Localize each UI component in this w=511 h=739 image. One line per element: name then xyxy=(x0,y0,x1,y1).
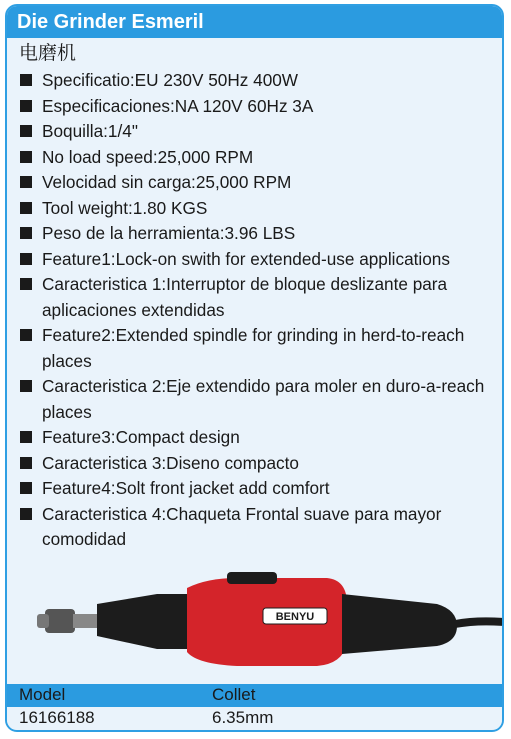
bullet-square-icon xyxy=(20,125,32,137)
bullet-square-icon xyxy=(20,482,32,494)
product-card xyxy=(5,4,504,732)
spec-item: Feature1:Lock-on swith for extended-use applications xyxy=(19,247,492,273)
spec-item: Caracteristica 2:Eje extendido para moler en duro-a-reach places xyxy=(19,374,492,425)
bullet-square-icon xyxy=(20,100,32,112)
cell-model: 16166188 xyxy=(19,708,95,727)
bullet-square-icon xyxy=(20,176,32,188)
rear-housing xyxy=(342,594,457,654)
spec-item: Boquilla:1/4" xyxy=(19,119,492,145)
bullet-square-icon xyxy=(20,74,32,86)
front-jacket xyxy=(97,594,187,649)
bullet-square-icon xyxy=(20,202,32,214)
spec-item: Specificatio:EU 230V 50Hz 400W xyxy=(19,68,492,94)
spec-item: No load speed:25,000 RPM xyxy=(19,145,492,171)
bullet-square-icon xyxy=(20,278,32,290)
spec-item: Caracteristica 1:Interruptor de bloque deslizante para aplicaciones extendidas xyxy=(19,272,492,323)
bullet-square-icon xyxy=(20,253,32,265)
spec-list xyxy=(7,68,502,553)
cell-collet: 6.35mm xyxy=(212,708,274,727)
bullet-square-icon xyxy=(20,380,32,392)
spec-item: Peso de la herramienta:3.96 LBS xyxy=(19,221,492,247)
bullet-square-icon xyxy=(20,151,32,163)
product-title: Die Grinder Esmeril xyxy=(7,6,502,38)
spec-item: Caracteristica 3:Diseno compacto xyxy=(19,451,492,477)
spec-item: Especificaciones:NA 120V 60Hz 3A xyxy=(19,94,492,120)
header-collet: Collet xyxy=(212,685,256,704)
collet-tip xyxy=(37,614,49,628)
bullet-square-icon xyxy=(20,508,32,520)
product-subtitle-cn: 电磨机 xyxy=(19,42,77,64)
model-table xyxy=(7,684,502,729)
header-model: Model xyxy=(19,685,66,704)
table-row xyxy=(7,706,502,729)
spec-item: Feature4:Solt front jacket add comfort xyxy=(19,476,492,502)
spec-item: Caracteristica 4:Chaqueta Frontal suave para mayor comodidad xyxy=(19,502,492,553)
spindle xyxy=(73,614,99,628)
die-grinder-image xyxy=(37,564,504,674)
bullet-square-icon xyxy=(20,329,32,341)
bullet-square-icon xyxy=(20,457,32,469)
spec-item: Feature2:Extended spindle for grinding in herd-to-reach places xyxy=(19,323,492,374)
spec-item: Tool weight:1.80 KGS xyxy=(19,196,492,222)
collet-nut xyxy=(45,609,75,633)
brand-label: BENYU xyxy=(275,611,315,623)
table-header-row xyxy=(7,684,502,706)
bullet-square-icon xyxy=(20,431,32,443)
power-cord xyxy=(455,621,503,624)
spec-item: Velocidad sin carga:25,000 RPM xyxy=(19,170,492,196)
switch-slider xyxy=(227,572,277,584)
spec-item: Feature3:Compact design xyxy=(19,425,492,451)
bullet-square-icon xyxy=(20,227,32,239)
